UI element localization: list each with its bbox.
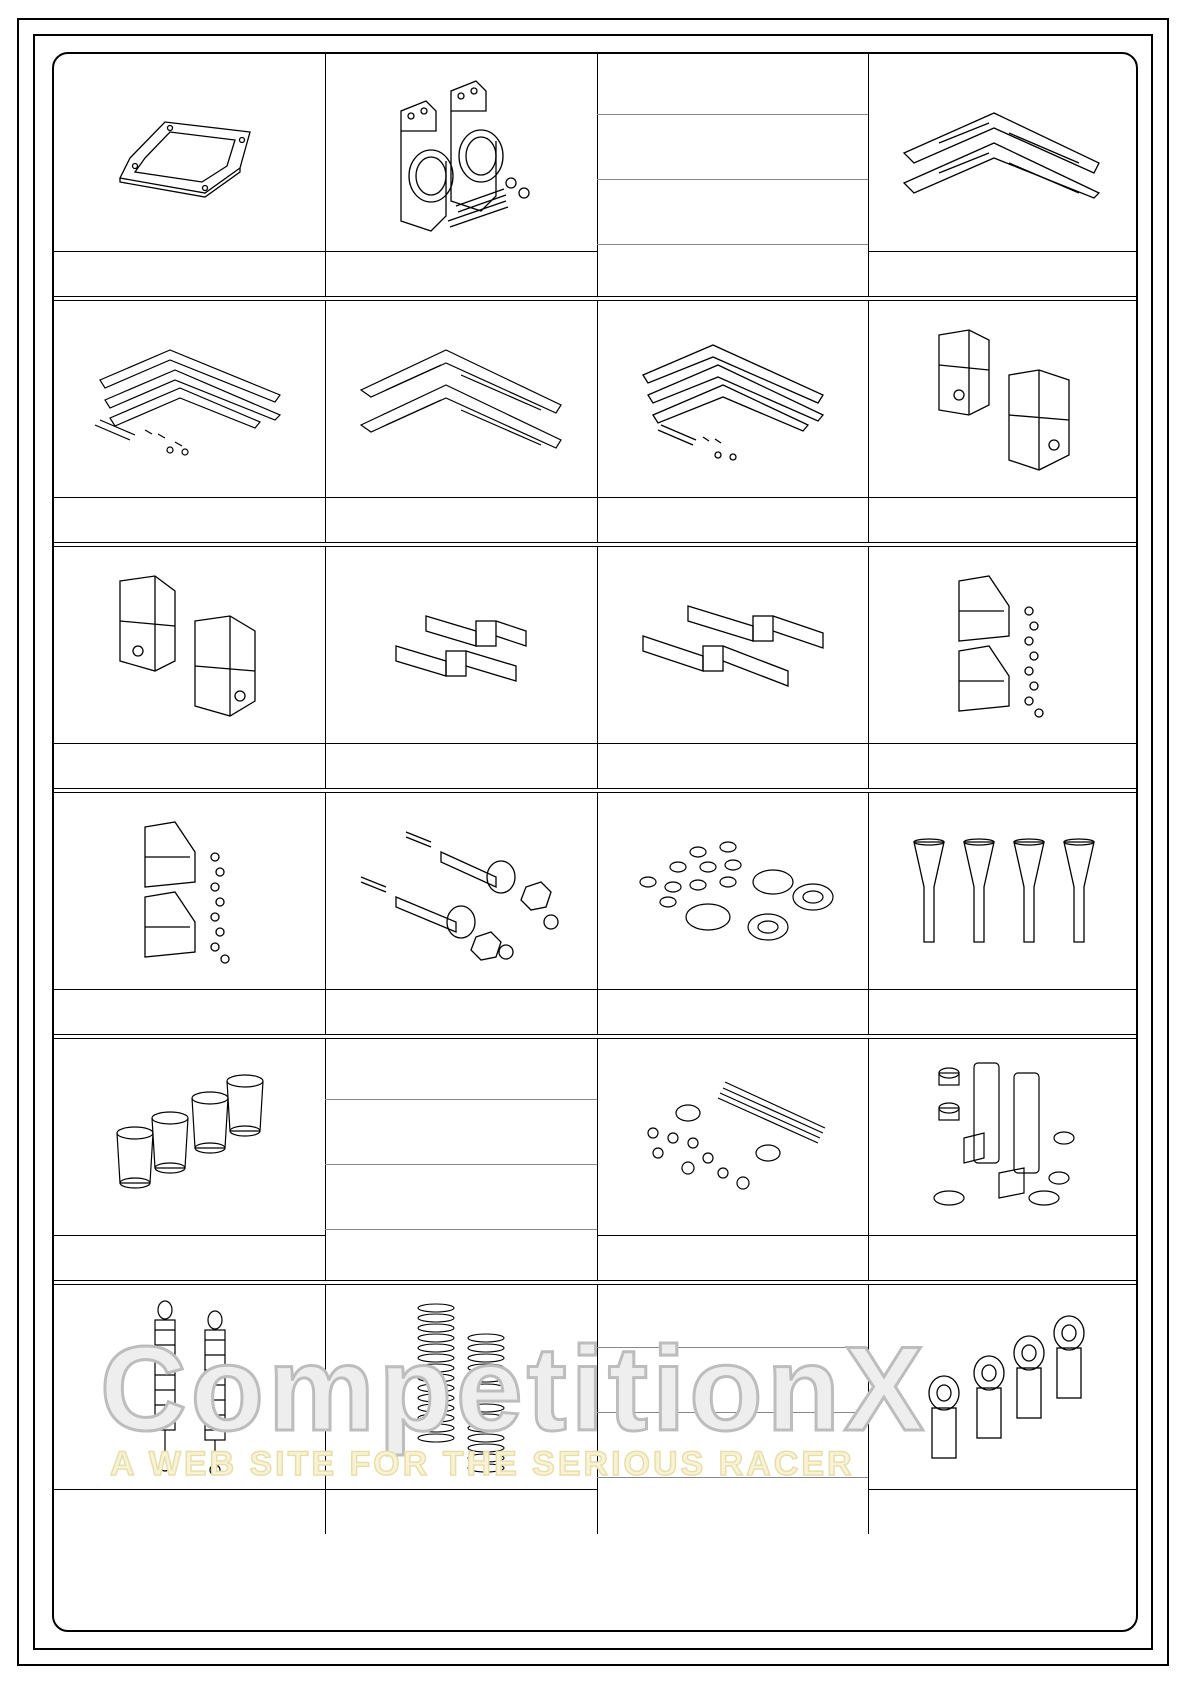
part-label [597, 1235, 868, 1280]
part-cell-o-rings-set[interactable] [597, 793, 868, 1034]
cones-drawing [868, 793, 1138, 990]
part-label [325, 497, 597, 542]
line-divider [325, 1164, 597, 1165]
part-label [54, 1235, 325, 1280]
arms-with-pins-b-drawing [597, 301, 868, 498]
axles-drawing [325, 793, 597, 990]
part-label [54, 989, 325, 1034]
steering-blocks-drawing [54, 547, 325, 744]
part-cell-steering-blocks[interactable] [54, 547, 325, 788]
parts-row-6 [54, 1285, 1136, 1534]
part-cell-rear-hubs[interactable] [325, 54, 597, 296]
part-cell-boots[interactable] [54, 1039, 325, 1280]
part-cell-shock-assemblies[interactable] [54, 1285, 325, 1534]
turnbuckles-long-drawing [597, 547, 868, 744]
part-cell-turnbuckles-long[interactable] [597, 547, 868, 788]
line-divider [597, 1347, 868, 1348]
part-label [325, 989, 597, 1034]
shock-rods-drawing [597, 1039, 868, 1236]
part-label [868, 497, 1138, 542]
part-cell-shock-rods[interactable] [597, 1039, 868, 1280]
shock-assemblies-drawing [54, 1285, 325, 1490]
part-cell-springs[interactable] [325, 1285, 597, 1534]
shock-mounts-drawing [868, 547, 1138, 744]
part-cell-caster-blocks[interactable] [868, 301, 1138, 542]
part-label [54, 497, 325, 542]
part-label [868, 989, 1138, 1034]
turnbuckles-short-drawing [325, 547, 597, 744]
line-divider [325, 1099, 597, 1100]
shock-bodies-drawing [868, 1039, 1138, 1236]
line-divider [597, 1412, 868, 1413]
parts-row-3 [54, 547, 1136, 788]
watermark-tagline: A WEB SITE FOR THE SERIOUS RACER [110, 1445, 855, 1483]
part-label [54, 251, 325, 296]
part-label [325, 1489, 597, 1534]
lower-arms-drawing [325, 301, 597, 498]
part-cell-rod-ends[interactable] [868, 1285, 1138, 1534]
part-label [325, 251, 597, 296]
parts-row-4 [54, 793, 1136, 1034]
part-label [868, 1489, 1138, 1534]
part-label [54, 743, 325, 788]
shock-mounts-b-drawing [54, 793, 325, 990]
part-label [597, 497, 868, 542]
parts-row-2 [54, 301, 1136, 542]
part-cell-lower-arms[interactable] [325, 301, 597, 542]
line-divider [325, 1229, 597, 1230]
part-cell-shock-mounts[interactable] [868, 547, 1138, 788]
part-cell-text-lines[interactable] [325, 1039, 597, 1280]
boots-drawing [54, 1039, 325, 1236]
part-cell-cones[interactable] [868, 793, 1138, 1034]
part-cell-text-lines[interactable] [597, 1285, 868, 1534]
part-label [325, 743, 597, 788]
part-label [597, 989, 868, 1034]
line-divider [597, 114, 868, 115]
line-divider [597, 1477, 868, 1478]
part-cell-arms-with-pins-b[interactable] [597, 301, 868, 542]
line-divider [597, 244, 868, 245]
rod-ends-drawing [868, 1285, 1138, 1490]
part-cell-arms-with-pins[interactable] [54, 301, 325, 542]
part-cell-shock-bodies[interactable] [868, 1039, 1138, 1280]
watermark-logo-text: CompetitionX [100, 1330, 928, 1456]
part-cell-text-lines[interactable] [597, 54, 868, 296]
part-label [868, 251, 1138, 296]
part-label [868, 1235, 1138, 1280]
part-cell-turnbuckles-short[interactable] [325, 547, 597, 788]
part-cell-upper-arms[interactable] [868, 54, 1138, 296]
line-divider [597, 179, 868, 180]
part-cell-shock-mounts-b[interactable] [54, 793, 325, 1034]
caster-blocks-drawing [868, 301, 1138, 498]
part-label [54, 1489, 325, 1534]
springs-drawing [325, 1285, 597, 1490]
parts-sheet [52, 52, 1138, 1632]
part-label [597, 743, 868, 788]
rear-hubs-drawing [325, 54, 597, 252]
upper-arms-drawing [868, 54, 1138, 252]
part-label [868, 743, 1138, 788]
parts-row-5 [54, 1039, 1136, 1280]
part-cell-axles[interactable] [325, 793, 597, 1034]
part-cell-bulkhead-plate[interactable] [54, 54, 325, 296]
bulkhead-plate-drawing [54, 54, 325, 252]
o-rings-set-drawing [597, 793, 868, 990]
arms-with-pins-drawing [54, 301, 325, 498]
parts-row-1 [54, 54, 1136, 296]
